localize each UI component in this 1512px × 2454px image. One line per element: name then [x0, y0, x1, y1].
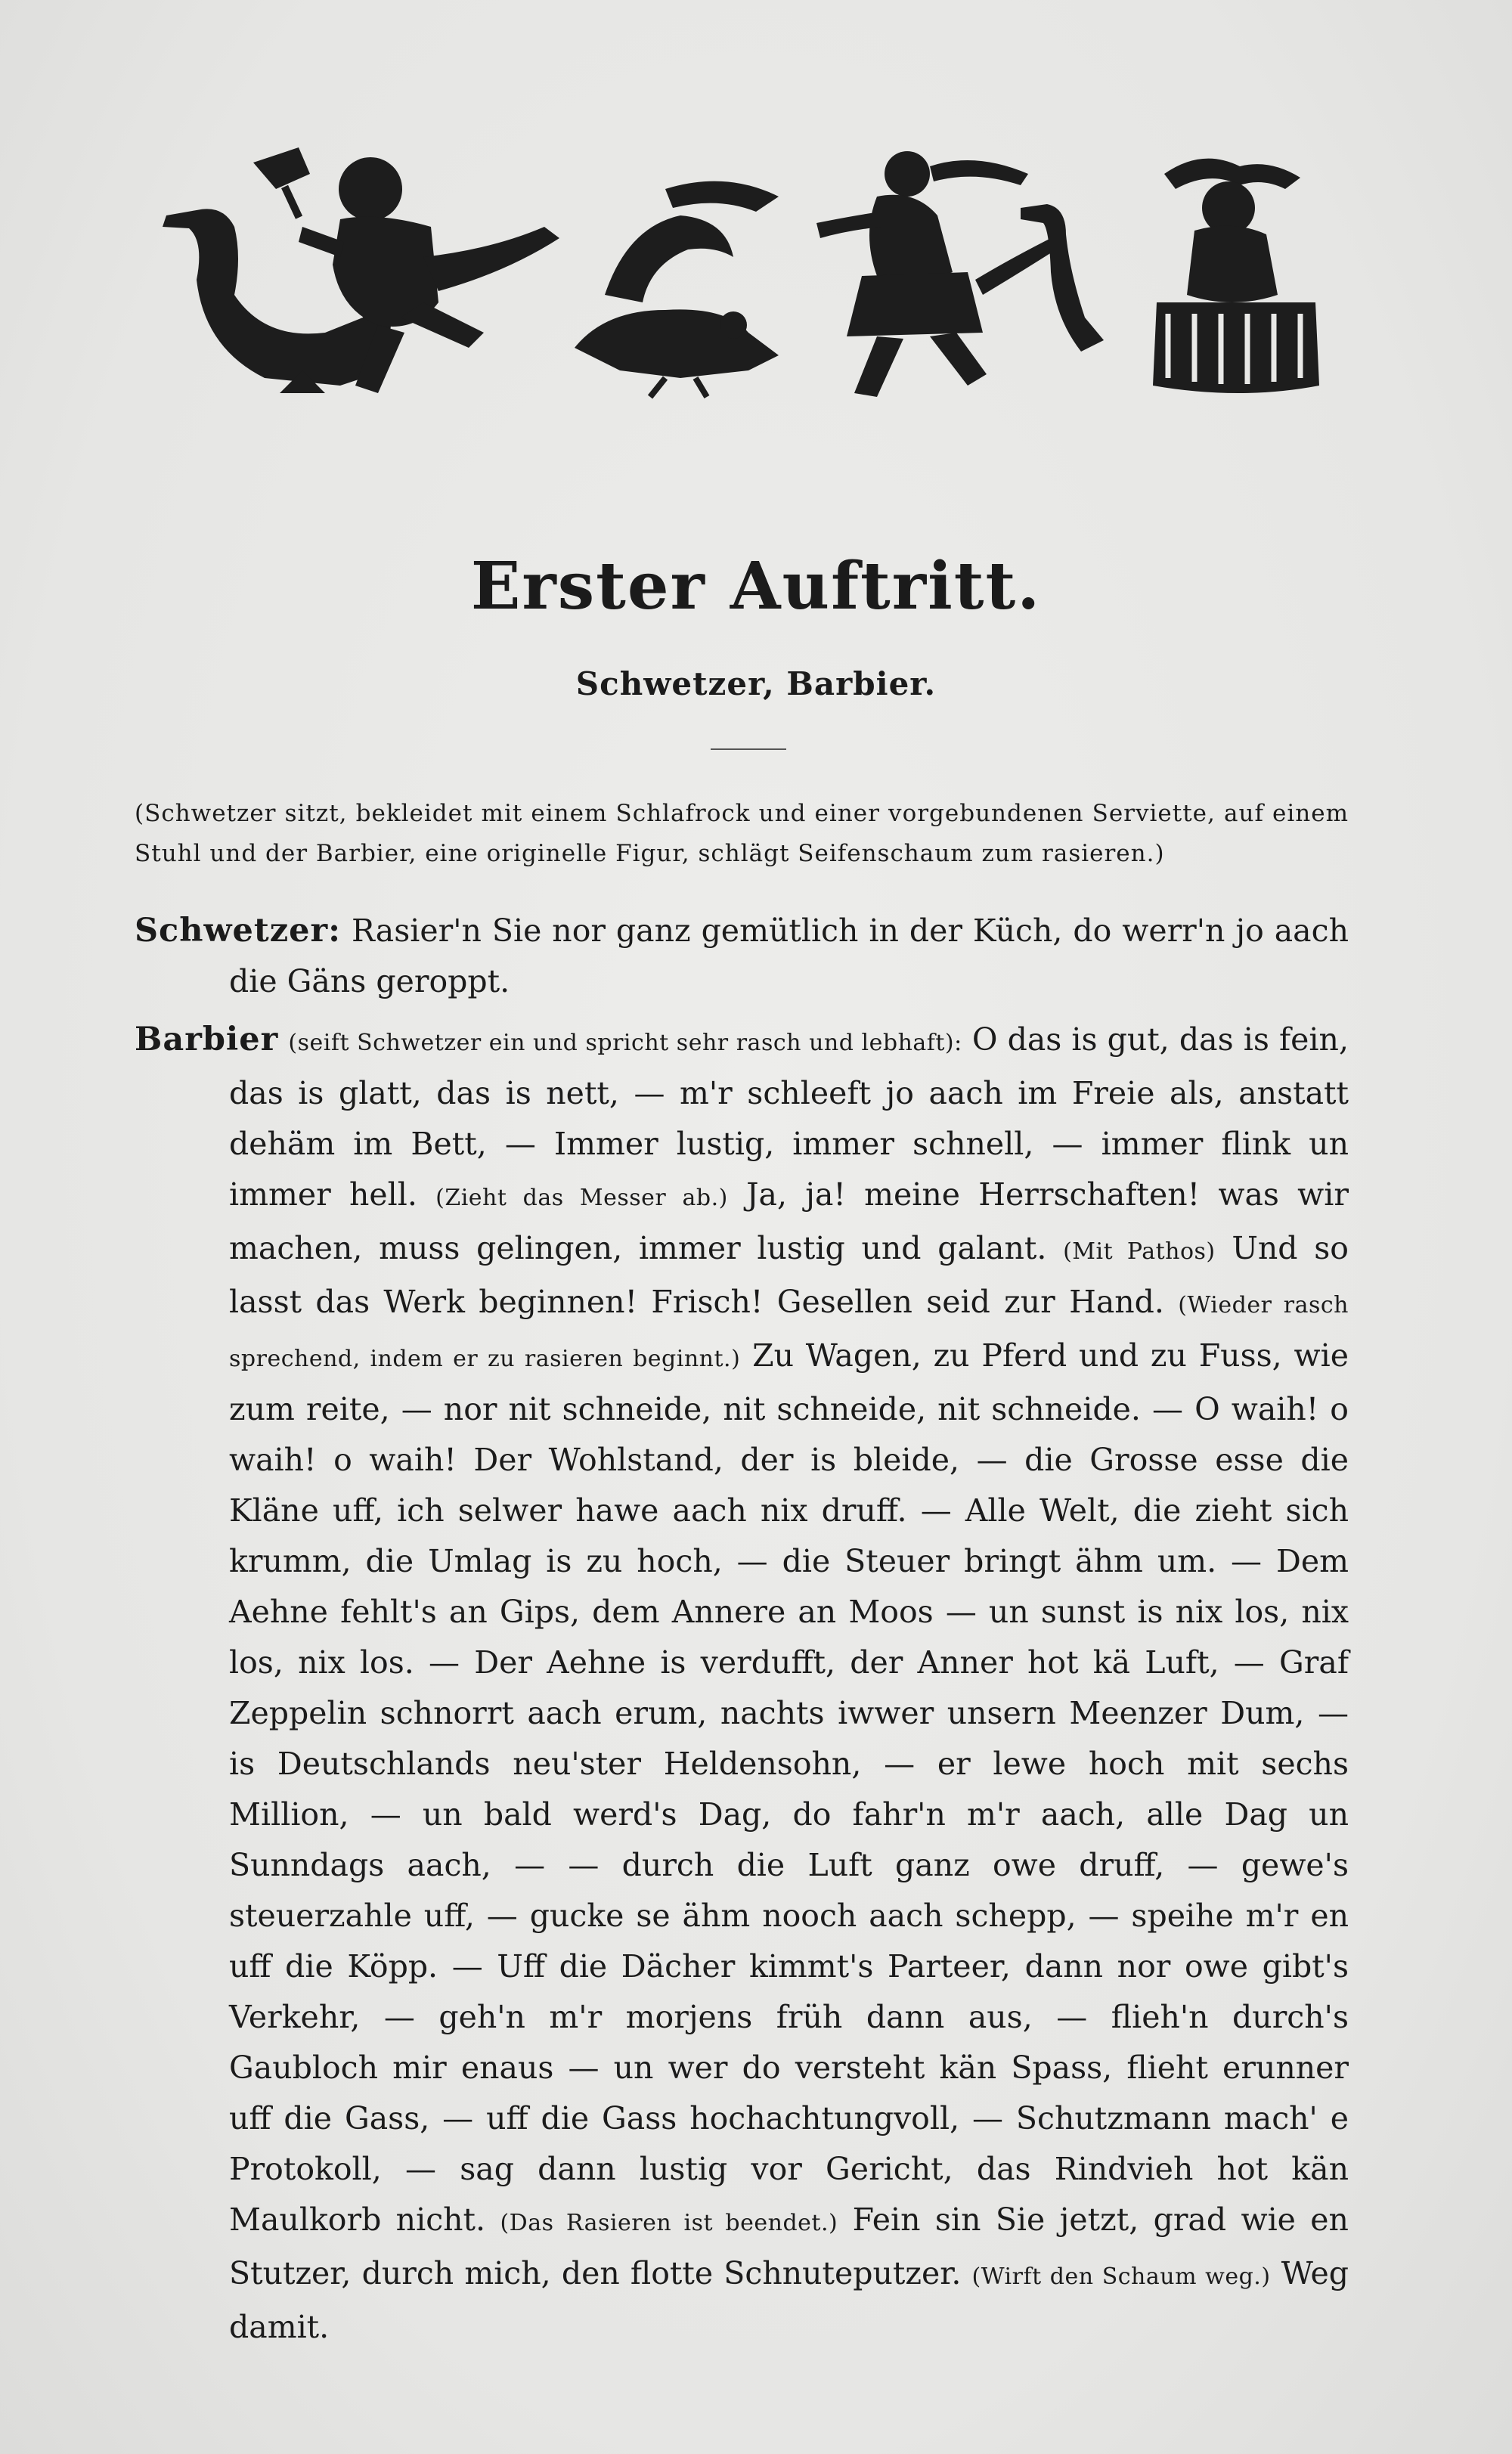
inline-direction: (Zieht das Messer ab.): [435, 1185, 728, 1211]
man-in-tub: [1153, 159, 1319, 393]
speech-text: Ja, ja! meine Herrschaften! was wir machen, muss gelingen, immer lustig und galant.: [229, 1176, 1349, 1266]
inline-direction: (Mit Pathos): [1063, 1238, 1216, 1265]
scene-title: Erster Auftritt.: [470, 548, 1042, 624]
speech-text: Rasier'n Sie nor ganz gemütlich in der Küch, do werr'n jo aach die Gäns geroppt.: [229, 913, 1349, 999]
inline-direction: (Das Rasieren ist beendet.): [500, 2210, 838, 2236]
speaker-name: Schwetzer:: [135, 912, 342, 950]
speech-text: Und so lasst das Werk beginnen! Frisch! Gesellen seid zur Hand.: [229, 1230, 1349, 1320]
stage-direction: (Schwetzer sitzt, bekleidet mit einem Schlafrock und einer vorgebundenen Serviette, auf einem Stuhl und der Barbier, eine originelle Figur, schlägt Seifenschaum zum rasieren.): [135, 800, 1349, 867]
inline-direction: (Wieder rasch sprechend, indem er zu rasieren beginnt.): [229, 1292, 1349, 1372]
goose-figure-2: [1021, 204, 1104, 352]
speaker-name: Barbier: [135, 1021, 279, 1058]
inline-direction: (seift Schwetzer ein und spricht sehr rasch und lebhaft):: [288, 1030, 962, 1056]
speech-text: Weg damit.: [229, 2255, 1349, 2345]
speech-text: Zu Wagen, zu Pferd und zu Fuss, wie zum reite, — nor nit schneide, nit schneide, nit schneide. — O waih! o waih! o waih! Der Wohlstand, der is bleide, — die Grosse esse die Kläne uff, ich selwer hawe aach nix druff. — Alle Welt, die zieht sich krumm, die Umlag is zu hoch, — die Steuer bringt ähm um. — Dem Aehne fehlt's an Gips, dem Annere an Moos — un sunst is nix los, nix los, nix los. — Der Aehne is verdufft, der Anner hot kä Luft, — Graf Zeppelin schnorrt aach erum, nachts iwwer unsern Meenzer Dum, — is Deutschlands neu'ster Heldensohn, — er lewe hoch mit sechs Million, — un bald werd's Dag, do fahr'n m'r aach, alle Dag un Sunndags aach, — — durch die Luft ganz owe druff, — gewe's steuerzahle uff, — gucke se ähm nooch aach schepp, — speihe m'r en uff die Köpp. — Uff die Dächer kimmt's Parteer, dann nor owe gibt's Verkehr, — geh'n m'r morjens früh dann aus, — flieh'n durch's Gaubloch mir enaus — un wer do versteht kän Spass, flieht erunner uff die Gass, — uff die Gass hochachtungvoll, — Schutzmann mach' e Protokoll, — sag dann lustig vor Gericht, das Rindvieh hot kän Maulkorb nicht.: [229, 1337, 1349, 2238]
scene-characters: Schwetzer, Barbier.: [575, 665, 937, 702]
dancer-figure: [816, 151, 1062, 397]
divider-rule: [711, 748, 786, 750]
speech-schwetzer: [135, 906, 1349, 1007]
woodcut-ornament: [151, 144, 1338, 401]
speech-text: Fein sin Sie jetzt, grad wie en Stutzer, durch mich, den flotte Schnuteputzer.: [229, 2201, 1349, 2291]
speech-barbier: [135, 1015, 1349, 2353]
rooster-figure: [575, 181, 779, 397]
inline-direction: (Wirft den Schaum weg.): [971, 2263, 1271, 2290]
speech-text: O das is gut, das is fein, das is glatt, das is nett, — m'r schleeft jo aach im Freie als, anstatt dehäm im Bett, — Immer lustig, immer schnell, — immer flink un immer hell.: [229, 1021, 1349, 1213]
